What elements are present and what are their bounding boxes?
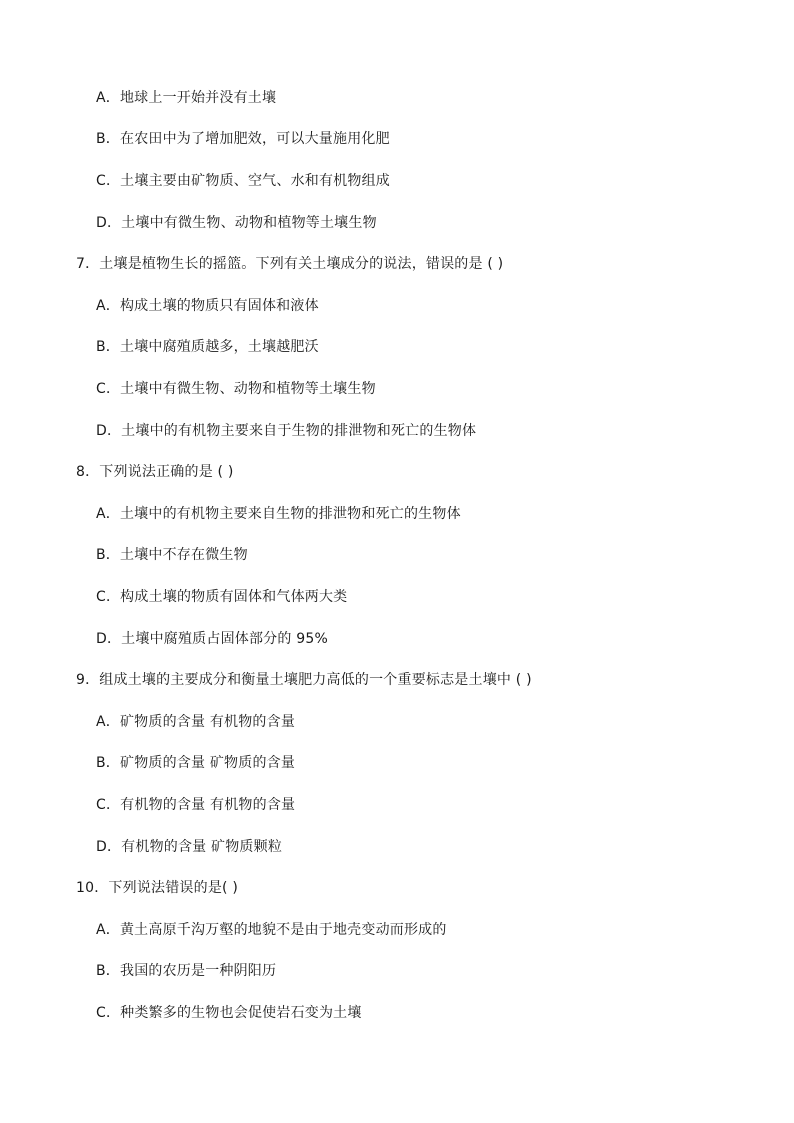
q7-option-a: A．构成土壤的物质只有固体和液体 [96,298,319,314]
q8-option-b: B．土壤中不存在微生物 [96,547,248,563]
q7-option-d: D．土壤中的有机物主要来自于生物的排泄物和死亡的生物体 [96,423,477,439]
q7-option-c: C．土壤中有微生物、动物和植物等土壤生物 [96,381,376,397]
q9-option-d: D．有机物的含量 矿物质颗粒 [96,839,283,855]
q6-option-c: C．土壤主要由矿物质、空气、水和有机物组成 [96,173,390,189]
q8-option-a: A．土壤中的有机物主要来自生物的排泄物和死亡的生物体 [96,506,461,522]
q6-option-d: D．土壤中有微生物、动物和植物等土壤生物 [96,215,377,231]
q10-stem: 10．下列说法错误的是( ) [76,880,238,896]
q10-option-a: A．黄土高原千沟万壑的地貌不是由于地壳变动而形成的 [96,922,447,938]
q6-option-b: B．在农田中为了增加肥效，可以大量施用化肥 [96,131,390,147]
q6-option-a: A．地球上一开始并没有土壤 [96,90,277,106]
q9-option-a: A．矿物质的含量 有机物的含量 [96,714,296,730]
q8-option-d: D．土壤中腐殖质占固体部分的 95% [96,631,328,647]
q7-option-b: B．土壤中腐殖质越多，土壤越肥沃 [96,339,319,355]
q9-stem: 9．组成土壤的主要成分和衡量土壤肥力高低的一个重要标志是土壤中 ( ) [76,672,532,688]
q8-stem: 8．下列说法正确的是 ( ) [76,464,234,480]
q9-option-c: C．有机物的含量 有机物的含量 [96,797,296,813]
q10-option-c: C．种类繁多的生物也会促使岩石变为土壤 [96,1005,362,1021]
q10-option-b: B．我国的农历是一种阴阳历 [96,963,277,979]
q7-stem: 7．土壤是植物生长的摇篮。下列有关土壤成分的说法，错误的是 ( ) [76,256,504,272]
q8-option-c: C．构成土壤的物质有固体和气体两大类 [96,589,348,605]
q9-option-b: B．矿物质的含量 矿物质的含量 [96,755,296,771]
